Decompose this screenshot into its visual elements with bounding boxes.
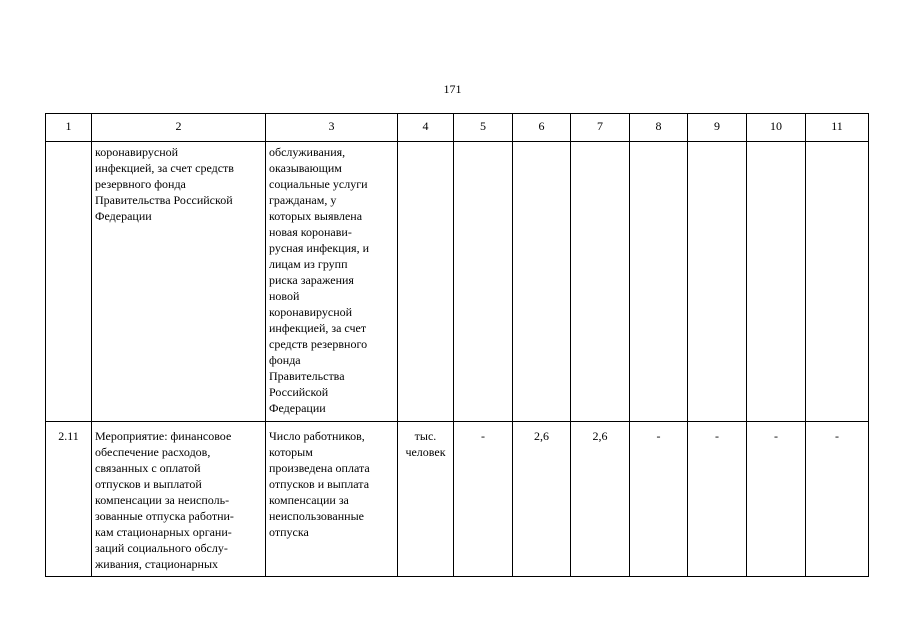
- value-cell: [513, 142, 571, 422]
- header-cell: 10: [747, 114, 806, 142]
- header-cell: 1: [46, 114, 92, 142]
- table-header-row: [46, 114, 869, 142]
- unit-cell: тыс. человек: [398, 422, 454, 577]
- header-cell: 5: [454, 114, 513, 142]
- value-cell: [806, 142, 869, 422]
- header-cell: 9: [688, 114, 747, 142]
- indicator-name-cell: Число работников, которым произведена оплата отпусков и выплата компенсации за неиспользованные отпуска: [266, 422, 398, 577]
- value-cell: [571, 142, 630, 422]
- value-cell: -: [806, 422, 869, 577]
- row-number-cell: [46, 142, 92, 422]
- header-cell: 8: [630, 114, 688, 142]
- event-name-cell: коронавирусной инфекцией, за счет средств резервного фонда Правительства Российской Федерации: [92, 142, 266, 422]
- data-table: [45, 113, 869, 577]
- value-cell: [747, 142, 806, 422]
- indicator-name-cell: обслуживания, оказывающим социальные услуги гражданам, у которых выявлена новая коронави- русная инфекция, и лицам из групп риска заражения новой коронавирусной инфекцией, за счет средств резервного фонда Правительства Российской Федерации: [266, 142, 398, 422]
- header-cell: 11: [806, 114, 869, 142]
- event-name-cell: Мероприятие: финансовое обеспечение расходов, связанных с оплатой отпусков и выплатой компенсации за неисполь- зованные отпуска работни- кам стационарных органи- заций социального обслу- живания, стационарных: [92, 422, 266, 577]
- value-cell: [454, 142, 513, 422]
- value-cell: -: [747, 422, 806, 577]
- header-cell: 3: [266, 114, 398, 142]
- unit-cell: [398, 142, 454, 422]
- header-cell: 6: [513, 114, 571, 142]
- value-cell: 2,6: [513, 422, 571, 577]
- header-cell: 4: [398, 114, 454, 142]
- header-cell: 2: [92, 114, 266, 142]
- value-cell: [688, 142, 747, 422]
- table-row: [46, 142, 869, 422]
- value-cell: -: [688, 422, 747, 577]
- header-cell: 7: [571, 114, 630, 142]
- row-number-cell: 2.11: [46, 422, 92, 577]
- value-cell: -: [630, 422, 688, 577]
- table-row: [46, 422, 869, 577]
- value-cell: 2,6: [571, 422, 630, 577]
- value-cell: -: [454, 422, 513, 577]
- value-cell: [630, 142, 688, 422]
- page-number: 171: [443, 82, 462, 96]
